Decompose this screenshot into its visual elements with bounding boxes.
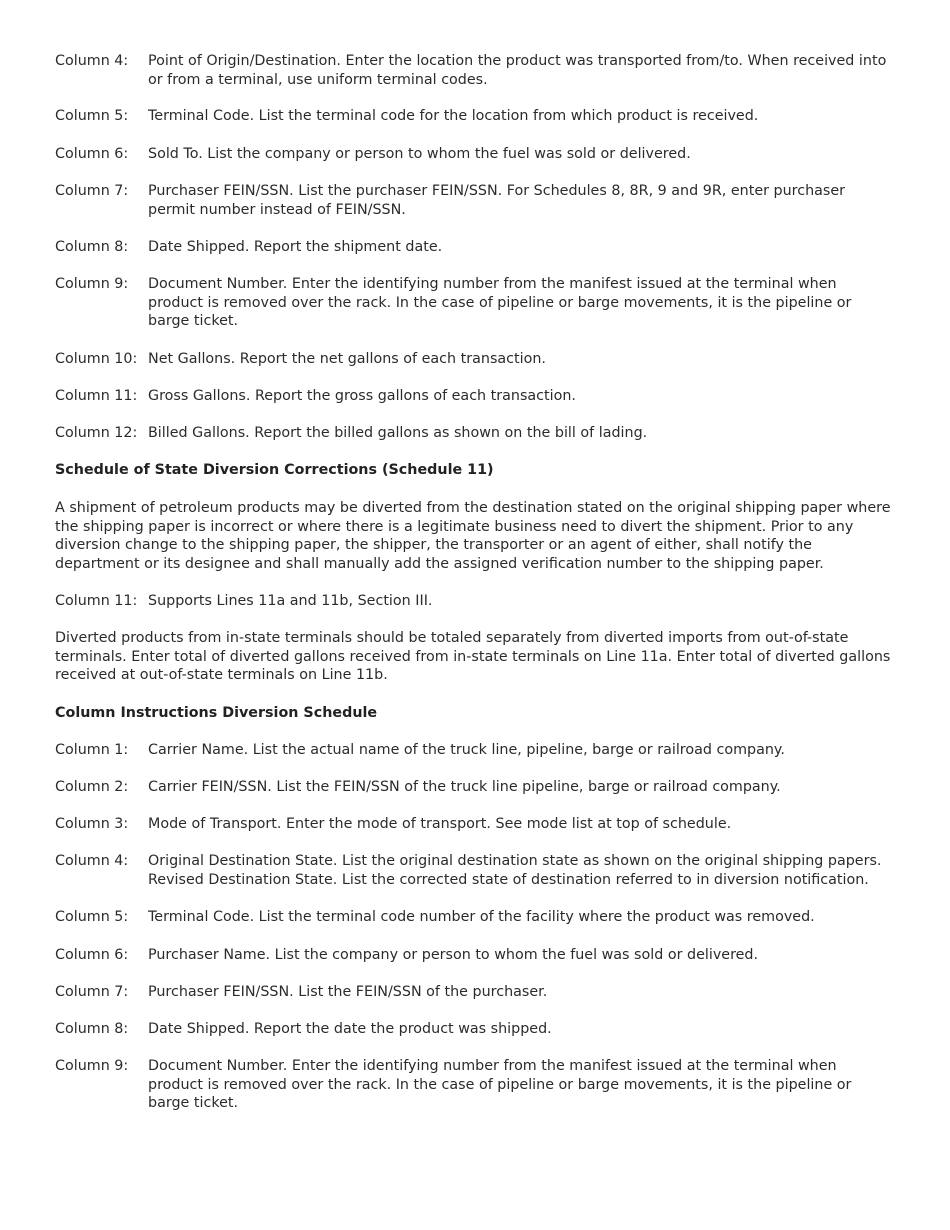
- column-label: Column 4:: [55, 853, 129, 869]
- paragraph: A shipment of petroleum products may be diverted from the destination stated on the original shipping paper where the shipping paper is incorrect or where there is a legitimate business need to divert the shipment. Prior to any diversion change to the shipping paper, the shipper, the transporter or an agent of either, shall notify the department or its designee and shall manually add the assigned verification number to the shipping paper.: [55, 500, 891, 572]
- column-description: Sold To. List the company or person to whom the fuel was sold or delivered.: [148, 146, 691, 162]
- column-description: Date Shipped. Report the shipment date.: [148, 239, 443, 255]
- column-label: Column 8:: [55, 239, 129, 255]
- column-label: Column 3:: [55, 816, 129, 832]
- column-label: Column 5:: [55, 909, 129, 925]
- column-description: Document Number. Enter the identifying number from the manifest issued at the terminal when product is removed over the rack. In the case of pipeline or barge movements, it is the pipeline or barge ticket.: [148, 1058, 852, 1112]
- column-entry: [55, 275, 895, 331]
- paragraph: Diverted products from in-state terminals should be totaled separately from diverted imports from out-of-state terminals. Enter total of diverted gallons received from in-state terminals on Line 11a. Enter total of diverted gallons received at out-of-state terminals on Line 11b.: [55, 630, 891, 684]
- column-description: Mode of Transport. Enter the mode of transport. See mode list at top of schedule.: [148, 816, 732, 832]
- column-description: Carrier FEIN/SSN. List the FEIN/SSN of the truck line pipeline, barge or railroad company.: [148, 779, 781, 795]
- column-label: Column 9:: [55, 276, 129, 292]
- column-description: Point of Origin/Destination. Enter the location the product was transported from/to. When received into or from a terminal, use uniform terminal codes.: [148, 53, 887, 88]
- column-entry: [55, 238, 895, 257]
- column-entry: [55, 387, 895, 406]
- column-label: Column 2:: [55, 779, 129, 795]
- column-label: Column 11:: [55, 593, 138, 609]
- column-label: Column 10:: [55, 351, 138, 367]
- column-entry: [55, 1020, 895, 1039]
- section-heading: Column Instructions Diversion Schedule: [55, 705, 378, 721]
- column-label: Column 8:: [55, 1021, 129, 1037]
- column-label: Column 7:: [55, 984, 129, 1000]
- column-entry: [55, 946, 895, 965]
- column-description: Purchaser Name. List the company or person to whom the fuel was sold or delivered.: [148, 947, 759, 963]
- column-label: Column 11:: [55, 388, 138, 404]
- section-heading: Schedule of State Diversion Corrections (Schedule 11): [55, 462, 494, 478]
- column-label: Column 6:: [55, 947, 129, 963]
- column-entry: [55, 852, 895, 889]
- column-entry: [55, 182, 895, 219]
- column-description: Terminal Code. List the terminal code for the location from which product is received.: [148, 108, 759, 124]
- column-entry: [55, 145, 895, 164]
- column-entry: [55, 350, 895, 369]
- column-label: Column 5:: [55, 108, 129, 124]
- column-description: Purchaser FEIN/SSN. List the purchaser FEIN/SSN. For Schedules 8, 8R, 9 and 9R, enter purchaser permit number instead of FEIN/SSN.: [148, 183, 846, 218]
- column-label: Column 12:: [55, 425, 138, 441]
- column-description: Purchaser FEIN/SSN. List the FEIN/SSN of the purchaser.: [148, 984, 548, 1000]
- column-description: Terminal Code. List the terminal code number of the facility where the product was removed.: [148, 909, 815, 925]
- column-entry: [55, 592, 895, 611]
- column-description: Gross Gallons. Report the gross gallons of each transaction.: [148, 388, 576, 404]
- column-entry: [55, 52, 895, 89]
- column-entry: [55, 908, 895, 927]
- column-entry: [55, 1057, 895, 1113]
- column-description: Date Shipped. Report the date the product was shipped.: [148, 1021, 552, 1037]
- column-description: Carrier Name. List the actual name of the truck line, pipeline, barge or railroad company.: [148, 742, 785, 758]
- column-entry: [55, 778, 895, 797]
- column-description: Document Number. Enter the identifying number from the manifest issued at the terminal when product is removed over the rack. In the case of pipeline or barge movements, it is the pipeline or barge ticket.: [148, 276, 852, 330]
- column-entry: [55, 815, 895, 834]
- column-entry: [55, 741, 895, 760]
- column-entry: [55, 983, 895, 1002]
- column-description: Original Destination State. List the original destination state as shown on the original shipping papers. Revised Destination State. List the corrected state of destination referred to in diversion notification.: [148, 853, 882, 888]
- column-description: Net Gallons. Report the net gallons of each transaction.: [148, 351, 546, 367]
- column-description: Supports Lines 11a and 11b, Section III.: [148, 593, 433, 609]
- column-label: Column 6:: [55, 146, 129, 162]
- column-entry: [55, 424, 895, 443]
- column-label: Column 7:: [55, 183, 129, 199]
- column-label: Column 9:: [55, 1058, 129, 1074]
- column-label: Column 1:: [55, 742, 129, 758]
- column-entry: [55, 107, 895, 126]
- column-description: Billed Gallons. Report the billed gallons as shown on the bill of lading.: [148, 425, 648, 441]
- column-label: Column 4:: [55, 53, 129, 69]
